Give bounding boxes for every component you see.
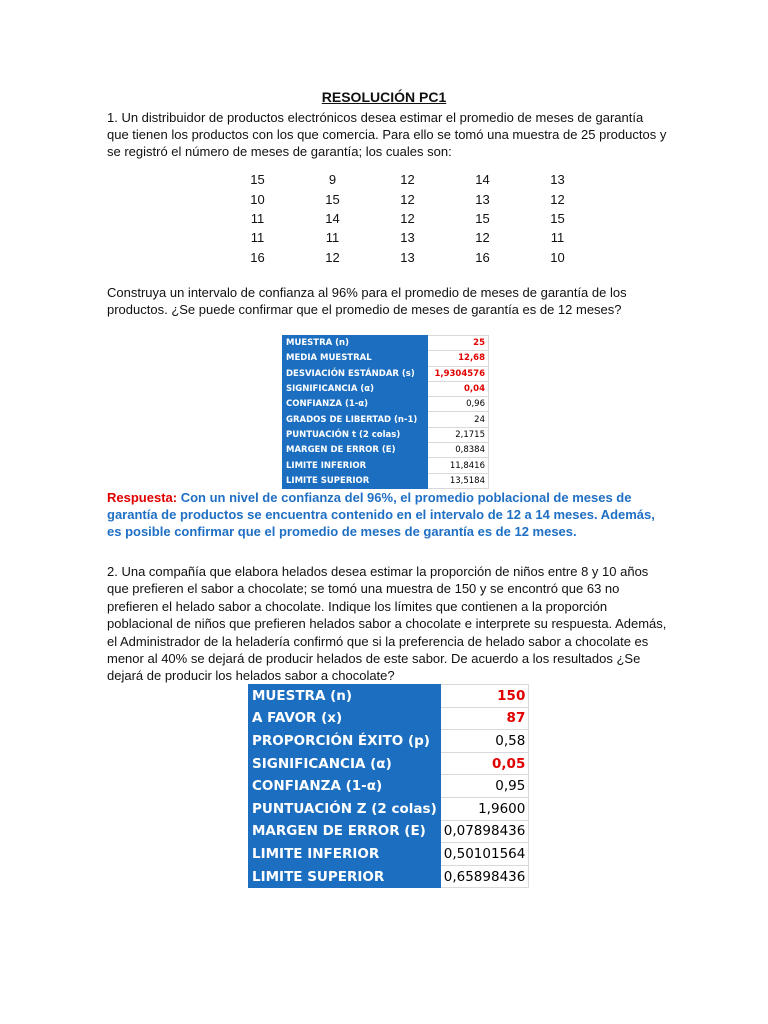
stat-label: PROPORCIÓN ÉXITO (p) — [249, 730, 441, 753]
table-cell: 9 — [328, 172, 337, 188]
table-row — [220, 189, 595, 208]
stat-row — [249, 843, 529, 866]
stat-row — [283, 381, 489, 396]
stat-value: 12,68 — [428, 351, 489, 366]
table-cell: 12 — [400, 172, 415, 188]
proportion-interval-table — [248, 684, 529, 888]
question-1-intro: 1. Un distribuidor de productos electrónicos desea estimar el promedio de meses de garantía que tienen los productos con los que comercia. Para ello se tomó una muestra de 25 productos y se registró el número de meses de garantía; los cuales son: — [107, 110, 667, 159]
page-title: RESOLUCIÓN PC1 — [321, 89, 447, 105]
table-cell: 11 — [325, 230, 340, 246]
stat-value: 11,8416 — [428, 458, 489, 473]
stat-label: GRADOS DE LIBERTAD (n-1) — [283, 412, 428, 427]
stat-value: 13,5184 — [428, 473, 489, 488]
stat-label: CONFIANZA (1-α) — [249, 775, 441, 798]
table-cell: 13 — [400, 230, 415, 246]
table-cell: 12 — [550, 191, 565, 207]
stat-row — [249, 707, 529, 730]
stat-value: 1,9600 — [440, 797, 529, 820]
stat-value: 2,1715 — [428, 427, 489, 442]
table-cell: 16 — [250, 249, 265, 265]
stat-label: CONFIANZA (1-α) — [283, 397, 428, 412]
stat-label: MARGEN DE ERROR (E) — [283, 443, 428, 458]
table-cell: 15 — [250, 172, 265, 188]
table-cell: 14 — [325, 210, 340, 226]
stat-value: 0,65898436 — [440, 865, 529, 888]
stat-label: LIMITE SUPERIOR — [249, 865, 441, 888]
question-1-prompt: Construya un intervalo de confianza al 96% para el promedio de meses de garantía de los productos. ¿Se puede confirmar que el promedio de meses de garantía es de 12 meses? — [107, 285, 627, 317]
answer-1 — [107, 489, 667, 540]
stat-value: 24 — [428, 412, 489, 427]
table-cell: 13 — [400, 249, 415, 265]
warranty-months-table — [220, 170, 595, 267]
stat-row — [283, 336, 489, 351]
table-cell: 10 — [250, 191, 265, 207]
stat-label: LIMITE INFERIOR — [283, 458, 428, 473]
stat-row — [249, 865, 529, 888]
table-cell: 13 — [475, 191, 490, 207]
mean-interval-table — [282, 335, 489, 489]
stat-row — [249, 820, 529, 843]
stat-label: DESVIACIÓN ESTÁNDAR (s) — [283, 366, 428, 381]
stat-value: 87 — [440, 707, 529, 730]
stat-value: 150 — [440, 685, 529, 708]
table-cell: 12 — [325, 249, 340, 265]
stat-value: 0,8384 — [428, 443, 489, 458]
stat-row — [283, 443, 489, 458]
stat-value: 0,05 — [440, 752, 529, 775]
stat-row — [283, 351, 489, 366]
stat-value: 1,9304576 — [428, 366, 489, 381]
stat-row — [249, 775, 529, 798]
stat-label: PUNTUACIÓN Z (2 colas) — [249, 797, 441, 820]
table-cell: 13 — [550, 172, 565, 188]
stat-label: A FAVOR (x) — [249, 707, 441, 730]
stat-label: MUESTRA (n) — [249, 685, 441, 708]
stat-value: 0,96 — [428, 397, 489, 412]
stat-row — [283, 427, 489, 442]
stat-label: PUNTUACIÓN t (2 colas) — [283, 427, 428, 442]
table-row — [220, 170, 595, 189]
table-cell: 15 — [325, 191, 340, 207]
stat-label: MUESTRA (n) — [283, 336, 428, 351]
table-cell: 12 — [400, 191, 415, 207]
stat-value: 0,95 — [440, 775, 529, 798]
stat-label: SIGNIFICANCIA (α) — [283, 381, 428, 396]
stat-label: SIGNIFICANCIA (α) — [249, 752, 441, 775]
stat-row — [249, 752, 529, 775]
stat-row — [249, 730, 529, 753]
table-cell: 11 — [550, 230, 565, 246]
stat-row — [283, 397, 489, 412]
stat-value: 0,04 — [428, 381, 489, 396]
table-row — [220, 248, 595, 267]
stat-label: LIMITE INFERIOR — [249, 843, 441, 866]
stat-row — [249, 685, 529, 708]
stat-label: MEDIA MUESTRAL — [283, 351, 428, 366]
stat-value: 0,50101564 — [440, 843, 529, 866]
table-cell: 16 — [475, 249, 490, 265]
stat-row — [283, 366, 489, 381]
table-cell: 10 — [550, 249, 565, 265]
stat-row — [283, 473, 489, 488]
table-cell: 11 — [250, 230, 265, 246]
stat-value: 0,07898436 — [440, 820, 529, 843]
table-cell: 11 — [250, 210, 265, 226]
stat-label: MARGEN DE ERROR (E) — [249, 820, 441, 843]
stat-value: 25 — [428, 336, 489, 351]
stat-value: 0,58 — [440, 730, 529, 753]
table-cell: 12 — [475, 230, 490, 246]
stat-row — [249, 797, 529, 820]
stat-row — [283, 458, 489, 473]
table-row — [220, 228, 595, 247]
stat-row — [283, 412, 489, 427]
table-cell: 15 — [475, 210, 490, 226]
answer-label: Respuesta: — [107, 490, 178, 505]
stat-label: LIMITE SUPERIOR — [283, 473, 428, 488]
table-row — [220, 209, 595, 228]
table-cell: 15 — [550, 210, 565, 226]
answer-text: Con un nivel de confianza del 96%, el promedio poblacional de meses de garantía de productos se encuentra contenido en el intervalo de 12 a 14 meses. Además, es posible confirmar que el promedio de meses de garantía es de 12 meses. — [107, 490, 655, 539]
question-2-text: 2. Una compañía que elabora helados desea estimar la proporción de niños entre 8 y 10 años que prefieren el sabor a chocolate; se tomó una muestra de 150 y se encontró que 63 no prefieren el helado sabor a chocolate. Indique los límites que contienen a la proporción poblacional de niños que prefieren helados sabor a chocolate e interprete su respuesta. Además, el Administrador de la heladería confirmó que si la preferencia de helado sabor a chocolate es menor al 40% se dejará de producir helados de este sabor. De acuerdo a los resultados ¿Se dejará de producir los helados sabor a chocolate? — [107, 564, 667, 684]
table-cell: 12 — [400, 210, 415, 226]
table-cell: 14 — [475, 172, 490, 188]
